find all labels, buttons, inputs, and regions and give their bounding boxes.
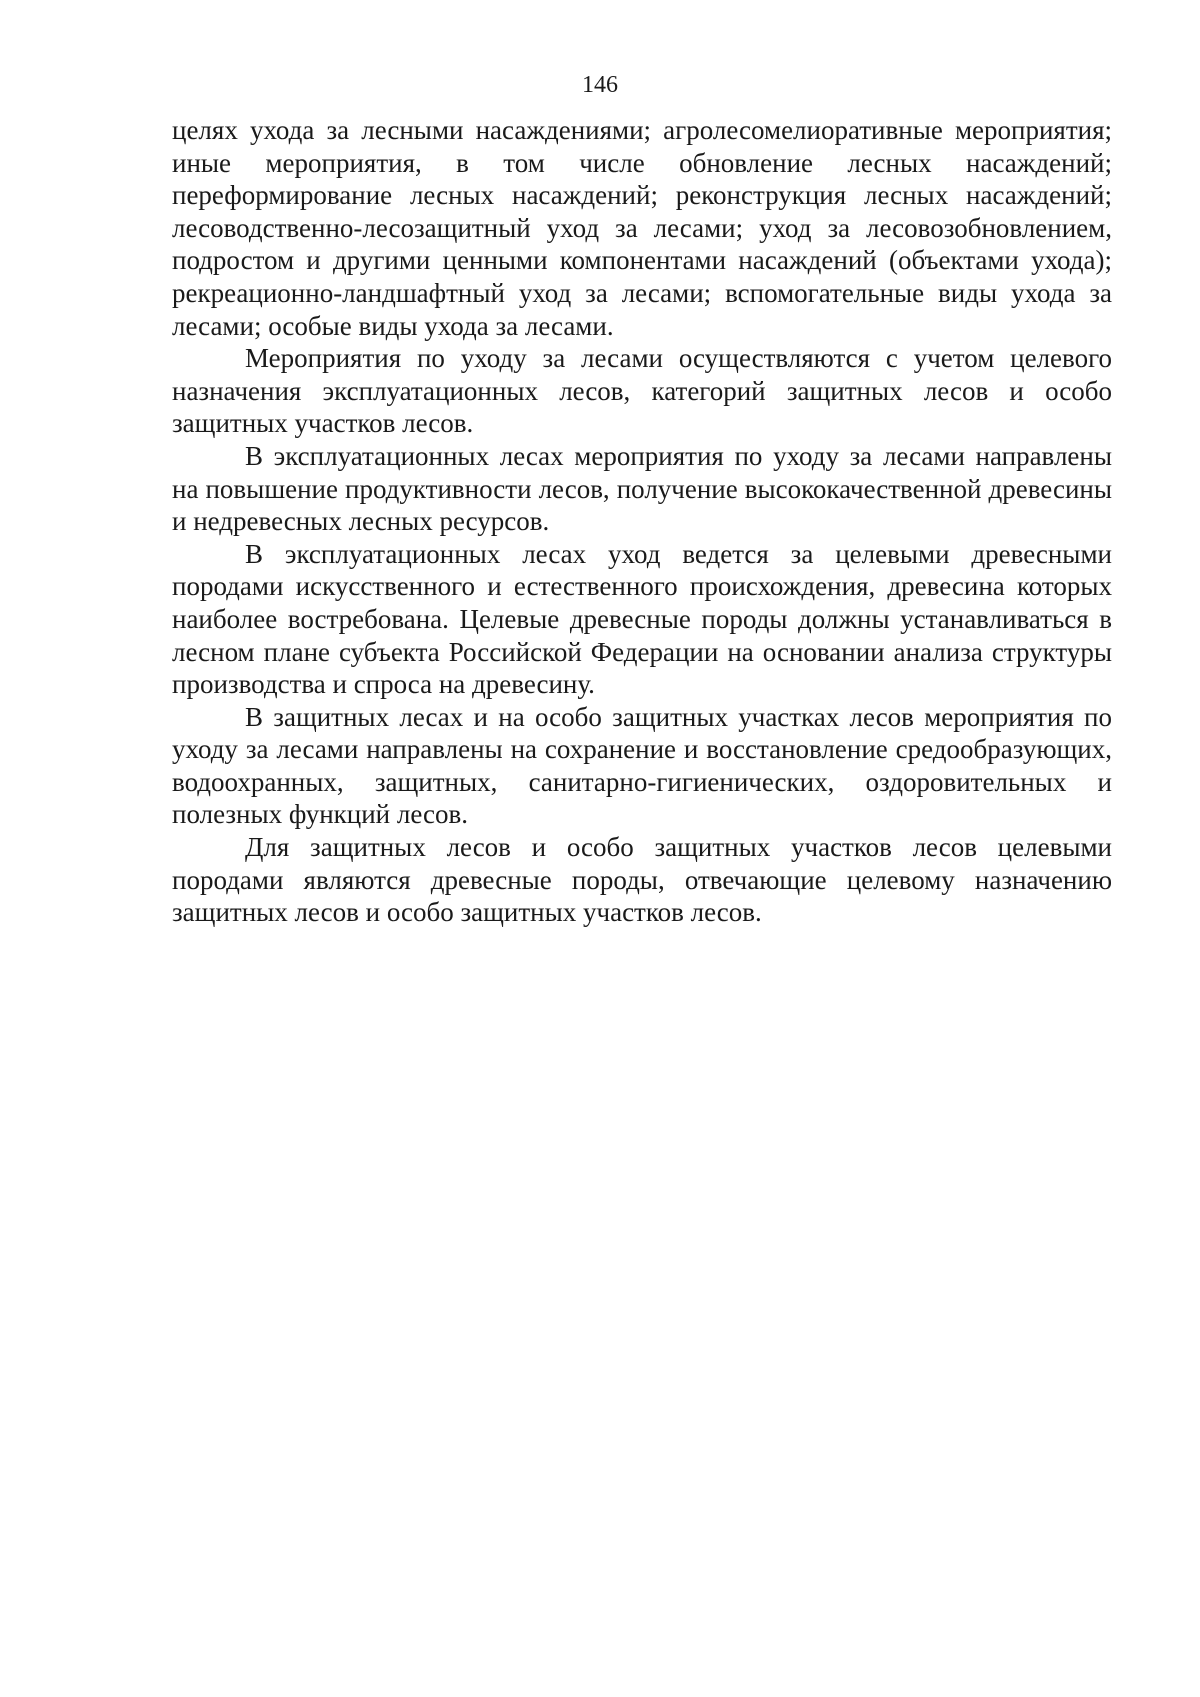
- paragraph: В эксплуатационных лесах мероприятия по уходу за лесами направлены на повышение продуктивности лесов, получение высококачественной древесины и недревесных лесных ресурсов.: [172, 440, 1112, 537]
- page-number: 146: [582, 72, 618, 98]
- paragraph: В эксплуатационных лесах уход ведется за целевыми древесными породами искусственного и естественного происхождения, древесина которых наиболее востребована. Целевые древесные породы должны устанавливаться в лесном плане субъекта Российской Федерации на основании анализа структуры производства и спроса на древесину.: [172, 538, 1112, 700]
- paragraph: В защитных лесах и на особо защитных участках лесов мероприятия по уходу за лесами направлены на сохранение и восстановление средообразующих, водоохранных, защитных, санитарно-гигиенических, оздоровительных и полезных функций лесов.: [172, 701, 1112, 830]
- document-body: [172, 114, 1112, 929]
- paragraph: Для защитных лесов и особо защитных участков лесов целевыми породами являются древесные породы, отвечающие целевому назначению защитных лесов и особо защитных участков лесов.: [172, 832, 1112, 928]
- paragraph: Мероприятия по уходу за лесами осуществляются с учетом целевого назначения эксплуатационных лесов, категорий защитных лесов и особо защитных участков лесов.: [172, 343, 1112, 439]
- paragraph-continuation: целях ухода за лесными насаждениями; агролесомелиоративные мероприятия; иные мероприятия, в том числе обновление лесных насаждений; переформирование лесных насаждений; реконструкция лесных насаждений; лесоводственно-лесозащитный уход за лесами; уход за лесовозобновлением, подростом и другими ценными компонентами насаждений (объектами ухода); рекреационно-ландшафтный уход за лесами; вспомогательные виды ухода за лесами; особые виды ухода за лесами.: [172, 115, 1112, 341]
